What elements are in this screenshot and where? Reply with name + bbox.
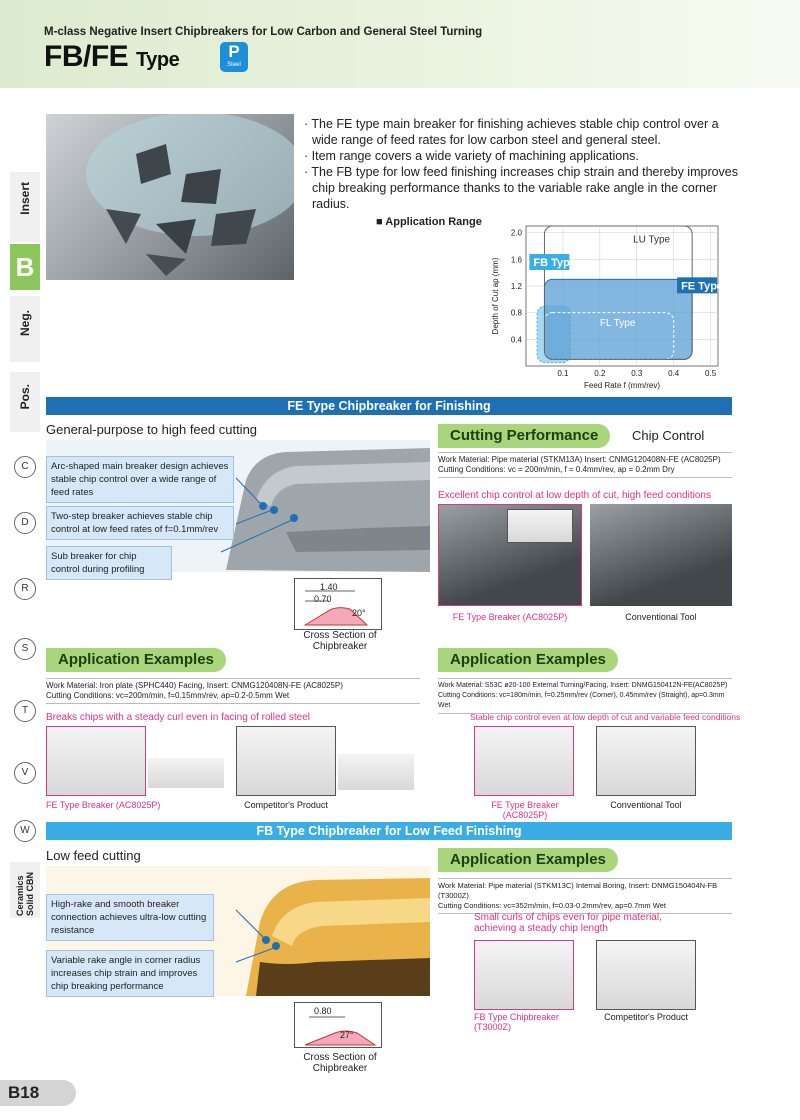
app3-material: Work Material: Pipe material (STKM13C) Internal Boring, Insert: DNMG150404N-FB (T3000Z) <box>438 881 718 900</box>
fb-dim-1: 0.80 <box>314 1006 332 1016</box>
fb-cross-caption: Cross Section of Chipbreaker <box>303 1052 377 1074</box>
chips-inset <box>507 509 573 543</box>
shape-w-icon[interactable]: W <box>14 820 36 842</box>
tab-insert[interactable]: Insert <box>10 172 40 242</box>
cutting-performance-title: Cutting Performance <box>438 424 610 448</box>
app3-cap-1: FB Type Chipbreaker (T3000Z) <box>474 1012 559 1032</box>
x-tick-label: 0.1 <box>557 369 569 378</box>
fb-cross-section <box>294 1002 382 1048</box>
chip-control-label: Chip Control <box>632 428 705 443</box>
app2-conditions-box <box>438 678 732 714</box>
page-subtitle: M-class Negative Insert Chipbreakers for Low Carbon and General Steel Turning <box>44 26 483 38</box>
app1-fe-closeup <box>148 758 224 788</box>
fe-cross-section <box>294 578 382 630</box>
app1-competitor-closeup <box>338 754 414 790</box>
fe-note-1: Arc-shaped main breaker design achieves stable chip control over a wide range of feed rates <box>46 456 234 503</box>
tab-pos[interactable]: Pos. <box>10 372 40 432</box>
app2-title: Application Examples <box>438 648 618 672</box>
fb-section-bar: FB Type Chipbreaker for Low Feed Finishing <box>46 822 732 840</box>
fe-dim-2: 0.70 <box>314 594 332 604</box>
app2-fe-photo <box>474 726 574 796</box>
tab-b[interactable]: B <box>10 244 40 290</box>
app2-material: Work Material: S53C ø20-100 External Turning/Facing, Insert: DNMG150412N-FE(AC8025P) <box>438 682 728 689</box>
y-tick-label: 0.4 <box>510 335 522 345</box>
app1-cap-1: FE Type Breaker (AC8025P) <box>46 800 161 810</box>
app1-material: Work Material: Iron plate (SPHC440) Facing, Insert: CNMG120408N-FE (AC8025P) <box>46 681 343 690</box>
shape-s-icon[interactable]: S <box>14 638 36 660</box>
fe-dim-1: 1.40 <box>320 582 338 592</box>
bullet-3: · The FB type for low feed finishing increases chip strain and thereby improves chip breaking performance thanks to the variable rake angle in the corner radius. <box>304 165 739 211</box>
fb-cross-section-drawing <box>295 1003 381 1047</box>
tab-ceramics[interactable]: Ceramics Solid CBN <box>10 862 40 918</box>
perf-cap-1: FE Type Breaker (AC8025P) <box>452 612 568 622</box>
bullet-2: · Item range covers a wide variety of machining applications. <box>304 149 639 163</box>
fe-note-3: Sub breaker for chip control during profiling <box>46 546 172 580</box>
app1-conditions: Cutting Conditions: vc=200m/min, f=0.15mm/rev, ap=0.2-0.5mm Wet <box>46 691 290 700</box>
y-tick-label: 1.6 <box>510 255 522 265</box>
series-label-fl-type: FL Type <box>599 318 636 329</box>
y-tick-label: 0.8 <box>510 308 522 318</box>
fe-cross-section-drawing <box>295 579 381 629</box>
app3-fb-photo <box>474 940 574 1010</box>
app3-cap-2: Competitor's Product <box>604 1012 688 1022</box>
perf-cap-2: Conventional Tool <box>625 612 697 622</box>
app2-conventional-photo <box>596 726 696 796</box>
fe-subtitle: General-purpose to high feed cutting <box>46 422 258 437</box>
fe-cross-caption: Cross Section of Chipbreaker <box>303 630 377 652</box>
app1-cap-2: Competitor's Product <box>244 800 328 810</box>
fb-dim-2: 27° <box>340 1030 354 1040</box>
app1-fe-photo <box>46 726 146 796</box>
y-tick-label: 2.0 <box>510 228 522 238</box>
insert-photo <box>46 114 294 280</box>
page-number: B18 <box>0 1080 76 1106</box>
app1-title: Application Examples <box>46 648 226 672</box>
fb-note-1: High-rake and smooth breaker connection achieves ultra-low cutting resistance <box>46 894 214 941</box>
app2-cap-2: Conventional Tool <box>610 800 682 810</box>
app2-cap-1: FE Type Breaker (AC8025P) <box>491 800 559 820</box>
perf-material: Work Material: Pipe material (STKM13A) Insert: CNMG120408N-FE (AC8025P) <box>438 455 721 464</box>
series-label-lu-type: LU Type <box>633 234 671 246</box>
app3-title: Application Examples <box>438 848 618 872</box>
x-tick-label: 0.2 <box>594 369 606 378</box>
fb-note-2: Variable rake angle in corner radius increases chip strain and improves chip breaking performance <box>46 950 214 997</box>
app1-competitor-photo <box>236 726 336 796</box>
page-title: FB/FE Type <box>44 40 180 73</box>
app3-highlight: Small curls of chips even for pipe material, achieving a steady chip length <box>474 912 662 934</box>
app2-highlight: Stable chip control even at low depth of cut and variable feed conditions <box>470 712 741 722</box>
fe-section-bar: FE Type Chipbreaker for Finishing <box>46 397 732 415</box>
fe-note-2: Two-step breaker achieves stable chip control at low feed rates of f=0.1mm/rev <box>46 506 234 540</box>
inserts-illustration <box>46 114 294 280</box>
steel-badge: P Steel <box>220 42 248 72</box>
shape-c-icon[interactable]: C <box>14 456 36 478</box>
app1-conditions-box <box>46 678 420 704</box>
tab-neg[interactable]: Neg. <box>10 296 40 362</box>
y-tick-label: 1.2 <box>510 282 522 291</box>
shape-d-icon[interactable]: D <box>14 512 36 534</box>
bullet-1: · The FE type main breaker for finishing achieves stable chip control over a wide range of feed rates for low carbon steel and general steel. <box>304 117 719 147</box>
app2-conditions: Cutting Conditions: vc=180m/min, f=0.25mm/rev (Corner), 0.45mm/rev (Straight), ap=0.3mm Wet <box>438 692 725 709</box>
app3-conditions-box <box>438 878 732 914</box>
app1-highlight: Breaks chips with a steady curl even in facing of rolled steel <box>46 712 311 723</box>
intro-bullets <box>304 116 744 212</box>
perf-conditions: Cutting Conditions: vc = 200m/min, f = 0.4mm/rev, ap = 0.2mm Dry <box>438 465 675 474</box>
perf-highlight: Excellent chip control at low depth of cut, high feed conditions <box>438 490 711 501</box>
fe-perf-photo <box>438 504 582 606</box>
shape-v-icon[interactable]: V <box>14 762 36 784</box>
conventional-perf-photo <box>590 504 732 606</box>
x-tick-label: 0.3 <box>631 369 643 378</box>
app3-competitor-photo <box>596 940 696 1010</box>
application-range-chart <box>488 212 738 392</box>
fe-dim-3: 20° <box>352 608 366 618</box>
perf-conditions-box <box>438 452 732 478</box>
fb-subtitle: Low feed cutting <box>46 848 141 863</box>
x-tick-label: 0.5 <box>705 369 717 378</box>
app-range-label: ■ Application Range <box>376 216 482 228</box>
y-axis-label: Depth of Cut ap (mm) <box>491 257 500 335</box>
shape-t-icon[interactable]: T <box>14 700 36 722</box>
series-label-fe-type: FE Type <box>681 280 724 293</box>
x-tick-label: 0.4 <box>668 369 680 378</box>
shape-r-icon[interactable]: R <box>14 578 36 600</box>
app3-conditions: Cutting Conditions: vc=352m/min, f=0.03-0.2mm/rev, ap=0.7mm Wet <box>438 901 666 910</box>
x-axis-label: Feed Rate f (mm/rev) <box>583 381 661 390</box>
series-label-fb-type: FB Type <box>533 257 576 269</box>
